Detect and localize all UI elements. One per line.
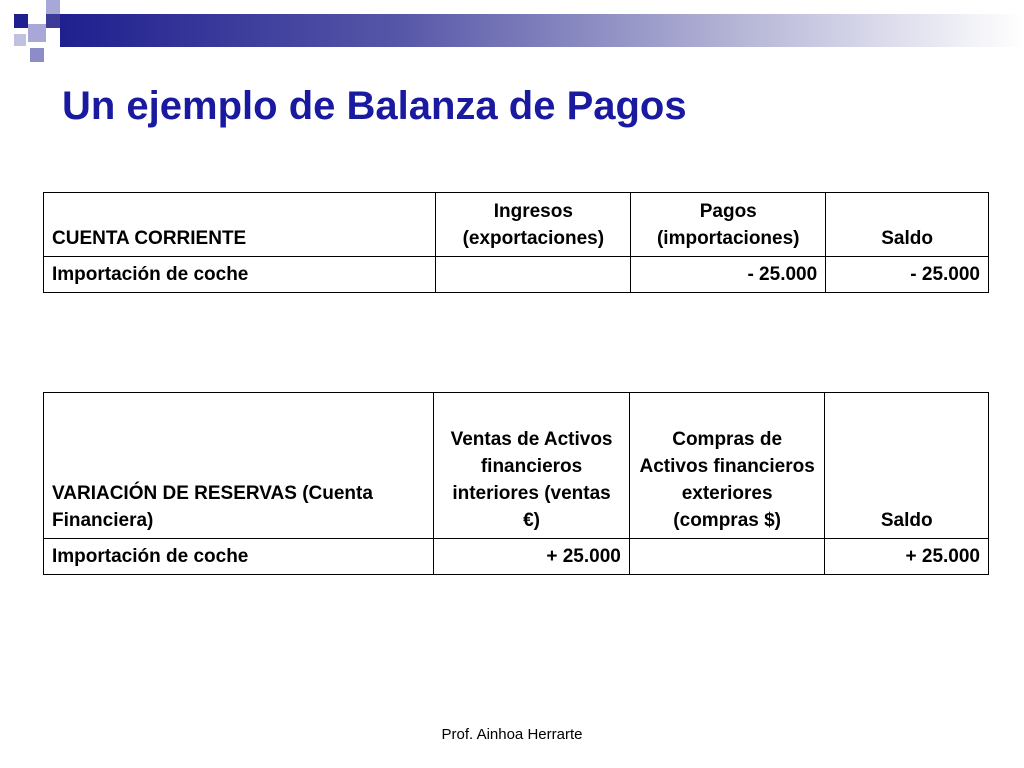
- header-ingresos: Ingresos (exportaciones): [436, 193, 631, 257]
- deco-square-light: [30, 48, 44, 62]
- deco-square-dark: [14, 14, 28, 28]
- header-saldo: Saldo: [825, 393, 989, 539]
- header-cuenta-corriente: CUENTA CORRIENTE: [44, 193, 436, 257]
- row-concept: Importación de coche: [44, 539, 434, 575]
- header-pagos: Pagos (importaciones): [631, 193, 826, 257]
- header-saldo: Saldo: [826, 193, 989, 257]
- row-saldo: - 25.000: [826, 257, 989, 293]
- deco-square-dark: [46, 14, 60, 28]
- header-variacion-reservas: VARIACIÓN DE RESERVAS (Cuenta Financiera): [44, 393, 434, 539]
- row-ventas: + 25.000: [434, 539, 630, 575]
- header-compras: Compras de Activos financieros exteriores (compras $): [629, 393, 825, 539]
- table-header-row: [44, 193, 989, 257]
- table-row: [44, 539, 989, 575]
- current-account-table: [43, 192, 989, 293]
- row-pagos: - 25.000: [631, 257, 826, 293]
- table-row: [44, 257, 989, 293]
- row-compras: [629, 539, 825, 575]
- header-ventas: Ventas de Activos financieros interiores (ventas €): [434, 393, 630, 539]
- slide-title: Un ejemplo de Balanza de Pagos: [62, 84, 687, 128]
- footer-author: Prof. Ainhoa Herrarte: [441, 726, 583, 743]
- title-gradient-bar: [60, 14, 1024, 47]
- deco-square-light: [14, 34, 26, 46]
- table-header-row: [44, 393, 989, 539]
- row-ingresos: [436, 257, 631, 293]
- row-saldo: + 25.000: [825, 539, 989, 575]
- row-concept: Importación de coche: [44, 257, 436, 293]
- deco-square-light: [46, 0, 60, 14]
- deco-square-light: [28, 24, 46, 42]
- financial-account-table: [43, 392, 989, 575]
